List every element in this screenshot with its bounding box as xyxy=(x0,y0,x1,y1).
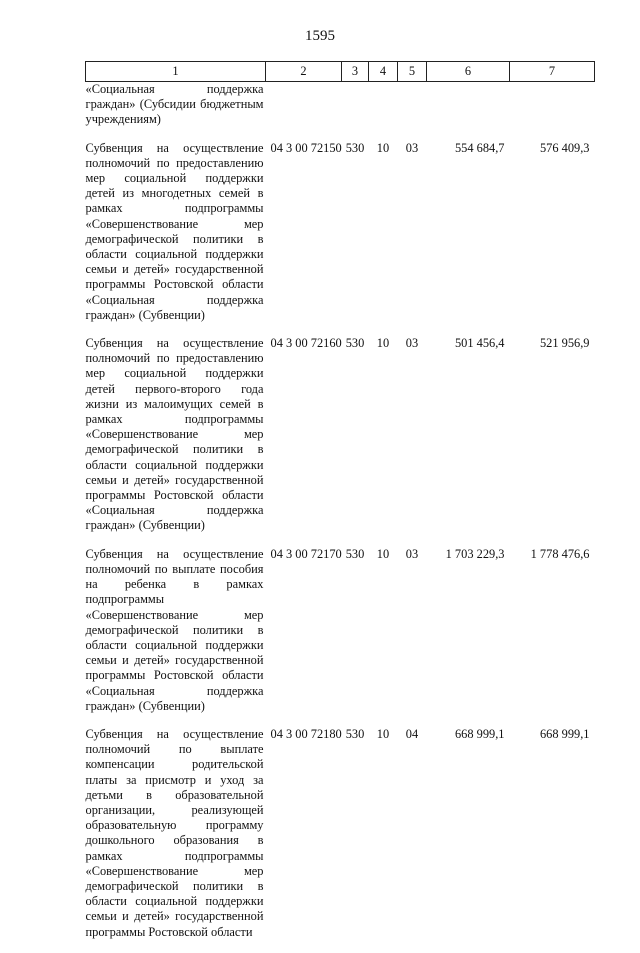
row-subsection xyxy=(398,82,427,141)
column-header: 5 xyxy=(398,62,427,82)
row-expense-type: 530 xyxy=(345,336,365,351)
row-expense-type: 530 xyxy=(345,140,365,155)
column-header: 3 xyxy=(342,62,369,82)
table-header-row xyxy=(86,62,595,82)
row-amount-col7 xyxy=(510,82,595,141)
row-subsection: 04 xyxy=(405,726,419,741)
row-description: Субвенция на осуществление полномочий по предоставлению мер социальной поддержки детей из многодетных семей в рамках подпрограммы «Совершенствование мер демографической политики в области социальной поддержки семьи и детей» государственной программы Ростовской области «Социальная поддержка граждан» (Субвенции) xyxy=(85,140,264,322)
row-section: 10 xyxy=(376,140,390,155)
row-section: 10 xyxy=(376,726,390,741)
row-amount-col7: 521 956,9 xyxy=(539,336,590,351)
row-amount-col7: 668 999,1 xyxy=(539,726,590,741)
page-number: 1595 xyxy=(305,28,335,44)
row-amount-col6: 554 684,7 xyxy=(454,140,505,155)
column-header: 6 xyxy=(427,62,510,82)
row-target-code: 04 3 00 72170 xyxy=(270,546,342,561)
row-expense-type xyxy=(342,82,369,141)
row-description: «Социальная поддержка граждан» (Субсидии бюджетным учреждениям) xyxy=(85,82,264,127)
row-target-code: 04 3 00 72180 xyxy=(270,726,342,741)
row-subsection: 03 xyxy=(405,546,419,561)
row-amount-col6: 1 703 229,3 xyxy=(445,546,505,561)
row-target-code xyxy=(266,82,342,141)
row-target-code: 04 3 00 72160 xyxy=(270,336,342,351)
row-description: Субвенция на осуществление полномочий по выплате пособия на ребенка в рамках подпрограммы «Совершенствование мер демографической политики в области социальной поддержки семьи и детей» государственной программы Ростовской области «Социальная поддержка граждан» (Субвенции) xyxy=(85,546,264,713)
row-amount-col6 xyxy=(427,82,510,141)
row-amount-col6: 668 999,1 xyxy=(454,726,505,741)
row-section: 10 xyxy=(376,336,390,351)
table-row xyxy=(86,82,595,141)
row-expense-type: 530 xyxy=(345,726,365,741)
row-section xyxy=(369,82,398,141)
row-amount-col7: 576 409,3 xyxy=(539,140,590,155)
table-row xyxy=(86,336,595,547)
row-expense-type: 530 xyxy=(345,546,365,561)
budget-table xyxy=(85,61,595,953)
table-row xyxy=(86,547,595,727)
table-row xyxy=(86,727,595,953)
row-subsection: 03 xyxy=(405,336,419,351)
row-target-code: 04 3 00 72150 xyxy=(270,140,342,155)
row-section: 10 xyxy=(376,546,390,561)
table-row xyxy=(86,141,595,336)
row-amount-col6: 501 456,4 xyxy=(454,336,505,351)
column-header: 2 xyxy=(266,62,342,82)
column-header: 1 xyxy=(86,62,266,82)
row-description: Субвенция на осуществление полномочий по предоставлению мер социальной поддержки детей первого-второго года жизни из малоимущих семей в рамках подпрограммы «Совершенствование мер демографической политики в области социальной поддержки семьи и детей» государственной программы Ростовской области «Социальная поддержка граждан» (Субвенции) xyxy=(85,336,264,533)
row-subsection: 03 xyxy=(405,140,419,155)
column-header: 4 xyxy=(369,62,398,82)
row-amount-col7: 1 778 476,6 xyxy=(530,546,590,561)
column-header: 7 xyxy=(510,62,595,82)
row-description: Субвенция на осуществление полномочий по выплате компенсации родительской платы за присмотр и уход за детьми в образовательной организации, реализующей образовательную программу дошкольного образования в рамках подпрограммы «Совершенствование мер демографической политики в области социальной поддержки семьи и детей» государственной программы Ростовской области xyxy=(85,726,264,939)
